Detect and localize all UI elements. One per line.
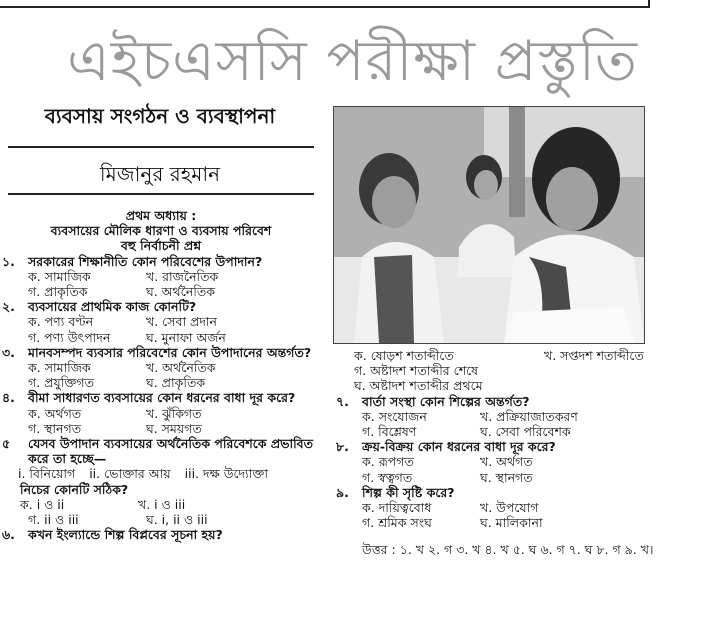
option: গ. প্রযুক্তিগত — [28, 375, 94, 391]
option: ক. রূপগত — [362, 454, 414, 470]
question-number: ৫ — [2, 436, 11, 452]
option: ঘ. মুনাফা অর্জন — [146, 329, 226, 345]
question — [2, 299, 320, 314]
option-row — [336, 454, 666, 469]
option-row — [336, 470, 666, 485]
option: ঘ. স্থানগত — [480, 469, 533, 485]
option-row — [2, 421, 320, 436]
option: ঘ. সেবা পরিবেশক — [480, 424, 571, 440]
option: ঘ. i, ii ও iii — [146, 512, 208, 528]
question-number: ৮. — [336, 439, 349, 455]
question-number: ৪. — [2, 390, 15, 406]
chapter-title: প্রথম অধ্যায় : — [125, 208, 197, 223]
question — [2, 254, 320, 269]
option: ঘ. অর্থনৈতিক — [146, 284, 216, 300]
option-row — [336, 500, 666, 515]
option-row — [336, 409, 666, 424]
option-row — [2, 512, 320, 527]
question — [2, 436, 320, 466]
question — [336, 439, 666, 454]
statement-row — [2, 466, 320, 481]
question — [2, 345, 320, 360]
chapter-name: ব্যবসায়ের মৌলিক ধারণা ও ব্যবসায় পরিবেশ — [50, 223, 272, 239]
answer-key: উত্তর : ১. খ ২. গ ৩. খ ৪. খ ৫. ঘ ৬. গ ৭. ঘ ৮. গ ৯. খ। — [362, 542, 654, 558]
statement: ii. ভোক্তার আয় — [89, 466, 171, 482]
option-row — [2, 497, 320, 512]
question-number: ৩. — [2, 344, 15, 360]
question-number: ৯. — [336, 484, 349, 500]
option: ঘ. অষ্টাদশ শতাব্দীর প্রথমে — [354, 378, 483, 394]
question — [2, 527, 320, 542]
option: ঘ. প্রাকৃতিক — [146, 375, 206, 391]
option-row — [2, 269, 320, 284]
question-number: ৬. — [2, 527, 15, 543]
option-row — [2, 375, 320, 390]
option-row — [2, 284, 320, 299]
option: খ. উপযোগ — [480, 500, 539, 516]
option: ক. ষোড়শ শতাব্দীতে — [354, 348, 454, 363]
option-row — [336, 515, 666, 530]
option: গ. বিশ্লেষণ — [362, 424, 417, 440]
question-text: ব্যবসায়ের প্রাথমিক কাজ কোনটি? — [28, 299, 197, 315]
option: গ. স্বত্বগত — [362, 469, 413, 485]
option: ক. পণ্য বণ্টন — [28, 314, 94, 330]
option: খ. অর্থগত — [480, 454, 533, 470]
question-prompt: নিচের কোনটি সঠিক? — [20, 481, 129, 497]
option: ঘ. সময়গত — [146, 420, 202, 436]
option-row — [2, 330, 320, 345]
question-text: সরকারের শিক্ষানীতি কোন পরিবেশের উপাদান? — [28, 253, 263, 269]
option: গ. পণ্য উৎপাদন — [28, 329, 111, 345]
statement: iii. দক্ষ উদ্যোক্তা — [184, 466, 269, 482]
question-text: যেসব উপাদান ব্যবসায়ের অর্থনৈতিক পরিবেশকে প্রভাবিত করে তা হচ্ছে— — [28, 436, 314, 467]
question-text: ক্রয়-বিক্রয় কোন ধরনের বাধা দূর করে? — [362, 439, 556, 455]
option: খ. সেবা প্রদান — [146, 314, 218, 330]
option: ক. দায়িত্ববোধ — [362, 500, 432, 516]
option: গ. স্থানগত — [28, 420, 82, 436]
option: খ. ঝুঁকিগত — [146, 405, 202, 421]
question — [2, 390, 320, 405]
question-text: বীমা সাধারণত ব্যবসায়ের কোন ধরনের বাধা দূর করে? — [28, 390, 296, 406]
divider — [8, 146, 314, 148]
exam-students-photo — [333, 106, 645, 344]
question-text: বার্তা সংস্থা কোন শিল্পের অন্তর্গত? — [362, 393, 530, 409]
statement: i. বিনিয়োগ — [18, 466, 76, 482]
option: খ. অর্থনৈতিক — [146, 360, 216, 376]
question-text: শিল্প কী সৃষ্টি করে? — [362, 484, 455, 500]
author-name: মিজানুর রহমান — [99, 162, 221, 186]
option-row — [2, 314, 320, 329]
question-number: ১. — [2, 253, 15, 269]
option: খ. প্রক্রিয়াজাতকরণ — [480, 408, 578, 424]
option: ক. i ও ii — [20, 496, 65, 512]
left-column — [2, 208, 320, 542]
question-text: মানবসম্পদ ব্যবসার পরিবেশের কোন উপাদানের অন্তর্গত? — [28, 344, 312, 360]
option: গ. শ্রমিক সংঘ — [362, 515, 432, 531]
divider — [8, 193, 314, 195]
right-column — [336, 348, 666, 559]
option-row — [2, 360, 320, 375]
option: গ. প্রাকৃতিক — [28, 284, 88, 300]
question-number: ৭. — [336, 393, 349, 409]
question — [336, 394, 666, 409]
option-row — [336, 348, 666, 363]
option: গ. অষ্টাদশ শতাব্দীর শেষে — [354, 363, 479, 379]
option: ক. সামাজিক — [28, 268, 91, 284]
option: খ. রাজনৈতিক — [146, 268, 219, 284]
question — [336, 485, 666, 500]
question-number: ২. — [2, 299, 15, 315]
option: ঘ. মালিকানা — [480, 515, 543, 531]
option: ক. অর্থগত — [28, 405, 82, 421]
page-headline: এইচএসসি পরীক্ষা প্রস্তুতি — [67, 29, 638, 94]
option: খ. i ও iii — [138, 496, 186, 512]
option: ক. সামাজিক — [28, 360, 91, 376]
option: খ. সপ্তদশ শতাব্দীতে — [544, 348, 644, 363]
option: ক. সংযোজন — [362, 408, 427, 424]
top-border-line — [0, 0, 650, 8]
section-title: বহু নির্বাচনী প্রশ্ন — [120, 238, 202, 254]
option-row — [336, 424, 666, 439]
subject-title: ব্যবসায় সংগঠন ও ব্যবস্থাপনা — [44, 104, 276, 128]
option: গ. ii ও iii — [28, 512, 79, 528]
option-row — [2, 406, 320, 421]
question-text: কখন ইংল্যান্ডে শিল্প বিপ্লবের সূচনা হয়? — [28, 527, 223, 543]
